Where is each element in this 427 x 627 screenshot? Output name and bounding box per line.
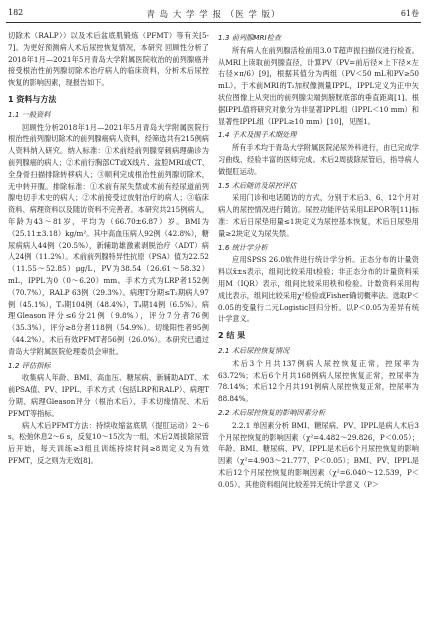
intro-paragraph: 切除术（RALP））以及术后盆底肌锻炼（PFMT）等有关[5-7]。为更好预测病人术后尿控恢复情况，本研究 回顾性分析了2018年1月—2021年5月青岛大学附属医院收治的前列腺癌并接受根治性前列腺切除术治疗病人的临床资料，分析术后尿控恢复的影响因素，现报告如下。 bbox=[8, 31, 209, 88]
subsection-1-2-title: 1.2 评估指标 bbox=[8, 360, 51, 370]
subsection-1-4-title: 1.4 手术及围手术期处理 bbox=[218, 130, 297, 140]
page-number: 182 bbox=[8, 8, 24, 17]
subsection-1-3-title: 1.3 前列腺MRI检查 bbox=[218, 33, 281, 42]
statistics-paragraph: 应用SPSS 26.0软件进行统计学分析。正态分布的计量资料以x̄±s表示，组间比较采用t检验；非正态分布的计量资料采用M（IQR）表示，组间比较采用秩和检验。计数资料采用构成比表示，组间比较采用χ²检验或Fisher确切概率法。选取P＜0.05的变量行二元Logistic回归分析。以P＜0.05为差异有统计学意义。 bbox=[218, 255, 419, 324]
continence-results-paragraph: 术后3个月共137例病人尿控恢复正常，控尿率为63.72%；术后6个月共168例病人尿控恢复正常，控尿率为78.14%；术后12个月共191例病人尿控恢复正常，控尿率为88.84%。 bbox=[218, 358, 419, 404]
subsection-2-1-title: 2.1 术后尿控恢复情况 bbox=[218, 345, 290, 355]
subsection-1-5-title: 1.5 术后随访及尿控评估 bbox=[218, 180, 297, 190]
subsection-2-2-title: 2.2 术后尿控恢复的影响因素分析 bbox=[218, 407, 326, 417]
mri-paragraph: 所有病人在前列腺活检前用3.0 T超声振扫描仪进行检查。从MRI上读取前列腺直径，计算PV（PV=前后径×上下径×左右径×π/6）[9]，根据其值分为两组（PV＜50 mL和PV≥50 mL）。于术前MRI的T₂加权像测量IPPL，IPPL定义为正中矢状位图像上从突出的前列腺尖端到膀胱底部的垂直距离[1]。根据IPPL值将研究对象分为非显著IPPL组（IPPL＜10 mm）和显著性IPPL组（IPPL≥10 mm）[10]，见图1。 bbox=[218, 45, 419, 126]
general-data-paragraph: 回顾性分析2018年1月—2021年5月青岛大学附属医院行根治性前列腺切除术的前列腺癌病人资料，经筛选共有215例病人资料纳入研究。纳入标准：①术前经前列腺穿刺病理确诊为前列腺癌的病人；②术前行胸部CT或X线片、盆腔MRI或CT、全身骨扫描排除转移病人；③顺利完成根治性前列腺切除术，无中转开腹。排除标准：①术前有尿失禁或术前有经尿道前列腺电切手术史的病人；②术前接受过放射治疗的病人；③临床资料、病理资料以及随访资料不完善者。本研究共215例病人，年龄为43～81岁，平均为（66.70±6.87）岁。BMI为（25.11±3.18）kg/m²。其中高血压病人92例（42.8%），糖尿病病人44例（20.5%），新辅助雄激素剥脱治疗（ADT）病人24例（11.2%）。术前前列腺特异性抗原（PSA）值为22.52（11.55～52.85）μg/L，PV为38.54（26.61～58.32）mL，IPPL为0（0～6.20）mm。手术方式为LRP者152例（70.7%），RALP 63例（29.3%）。病理T分期≤T₂期病人97例（45.1%），T₃期104例（48.4%），T₄期14例（6.5%）。病理Gleason评分≤6分21例（9.8%），评分7分者76例（35.3%），评分≥8分者118例（54.9%）。切缘阳性者95例（44.2%）。术后有效PFMT者56例（26.0%）。本研究已通过青岛大学附属医院伦理委员会审批。 bbox=[8, 122, 209, 356]
section-1-title: 1 资料与方法 bbox=[8, 94, 57, 104]
indicators-paragraph: 收集病人年龄、BMI、高血压、糖尿病、新辅助ADT、术前PSA值、PV、IPPL、手术方式（包括LRP和RALP）、病理T分期、病理Gleason评分（根治术后）、手术切缘情况、术后PFMT等指标。 bbox=[8, 373, 209, 418]
right-column bbox=[218, 30, 419, 490]
section-2-title: 2 结 果 bbox=[218, 331, 246, 341]
followup-paragraph: 采用门诊和电话随访的方式，分别于术后3、6、12个月对病人的尿控情况进行随访。尿控功能评估采用LEPOR等[11]标准：术后日尿垫用量≤1块定义为尿控基本恢复，术后日尿垫用量≥2块定义为尿失禁。 bbox=[218, 193, 419, 238]
subsection-1-6-title: 1.6 统计学分析 bbox=[218, 242, 268, 252]
volume-label: 61卷 bbox=[400, 9, 419, 18]
surgery-paragraph: 所有手术均于青岛大学附属医院泌尿外科进行，由已完成学习曲线、经验丰富的医师完成。术后2周拔除尿管后，指导病人做提肛运动。 bbox=[218, 143, 419, 176]
left-column bbox=[8, 30, 209, 467]
page-header bbox=[0, 0, 427, 28]
pfmt-paragraph: 病人术后PFMT方法：持续收缩盆底肌（提肛运动）2～6 s，松弛休息2～6 s，反复10～15次为一组，术后2周拔除尿管后开始，每天训练≥3组且训练持续时间≥8周定义为有效PFMT，反之则为无效[8]。 bbox=[8, 420, 209, 465]
subsection-1-1-title: 1.1 一般资料 bbox=[8, 109, 51, 119]
univariate-analysis-paragraph: 2.2.1 单因素分析 BMI、糖尿病、PV、IPPL是病人术后3个月尿控恢复的影响因素（χ²=4.482～29.826，P＜0.05）；年龄、BMI、糖尿病、PV、IPPL是术后6个月尿控恢复的影响因素（χ²=4.903～21.777，P＜0.05）；BMI、PV、IPPL是术后12个月尿控恢复的影响因素（χ²=6.040～12.539，P＜0.05）。其他资料组间比较差异无统计学意义（P＞ bbox=[218, 420, 419, 489]
journal-title: 青 岛 大 学 学 报 （医 学 版） bbox=[146, 10, 281, 20]
header-rule bbox=[6, 22, 421, 23]
